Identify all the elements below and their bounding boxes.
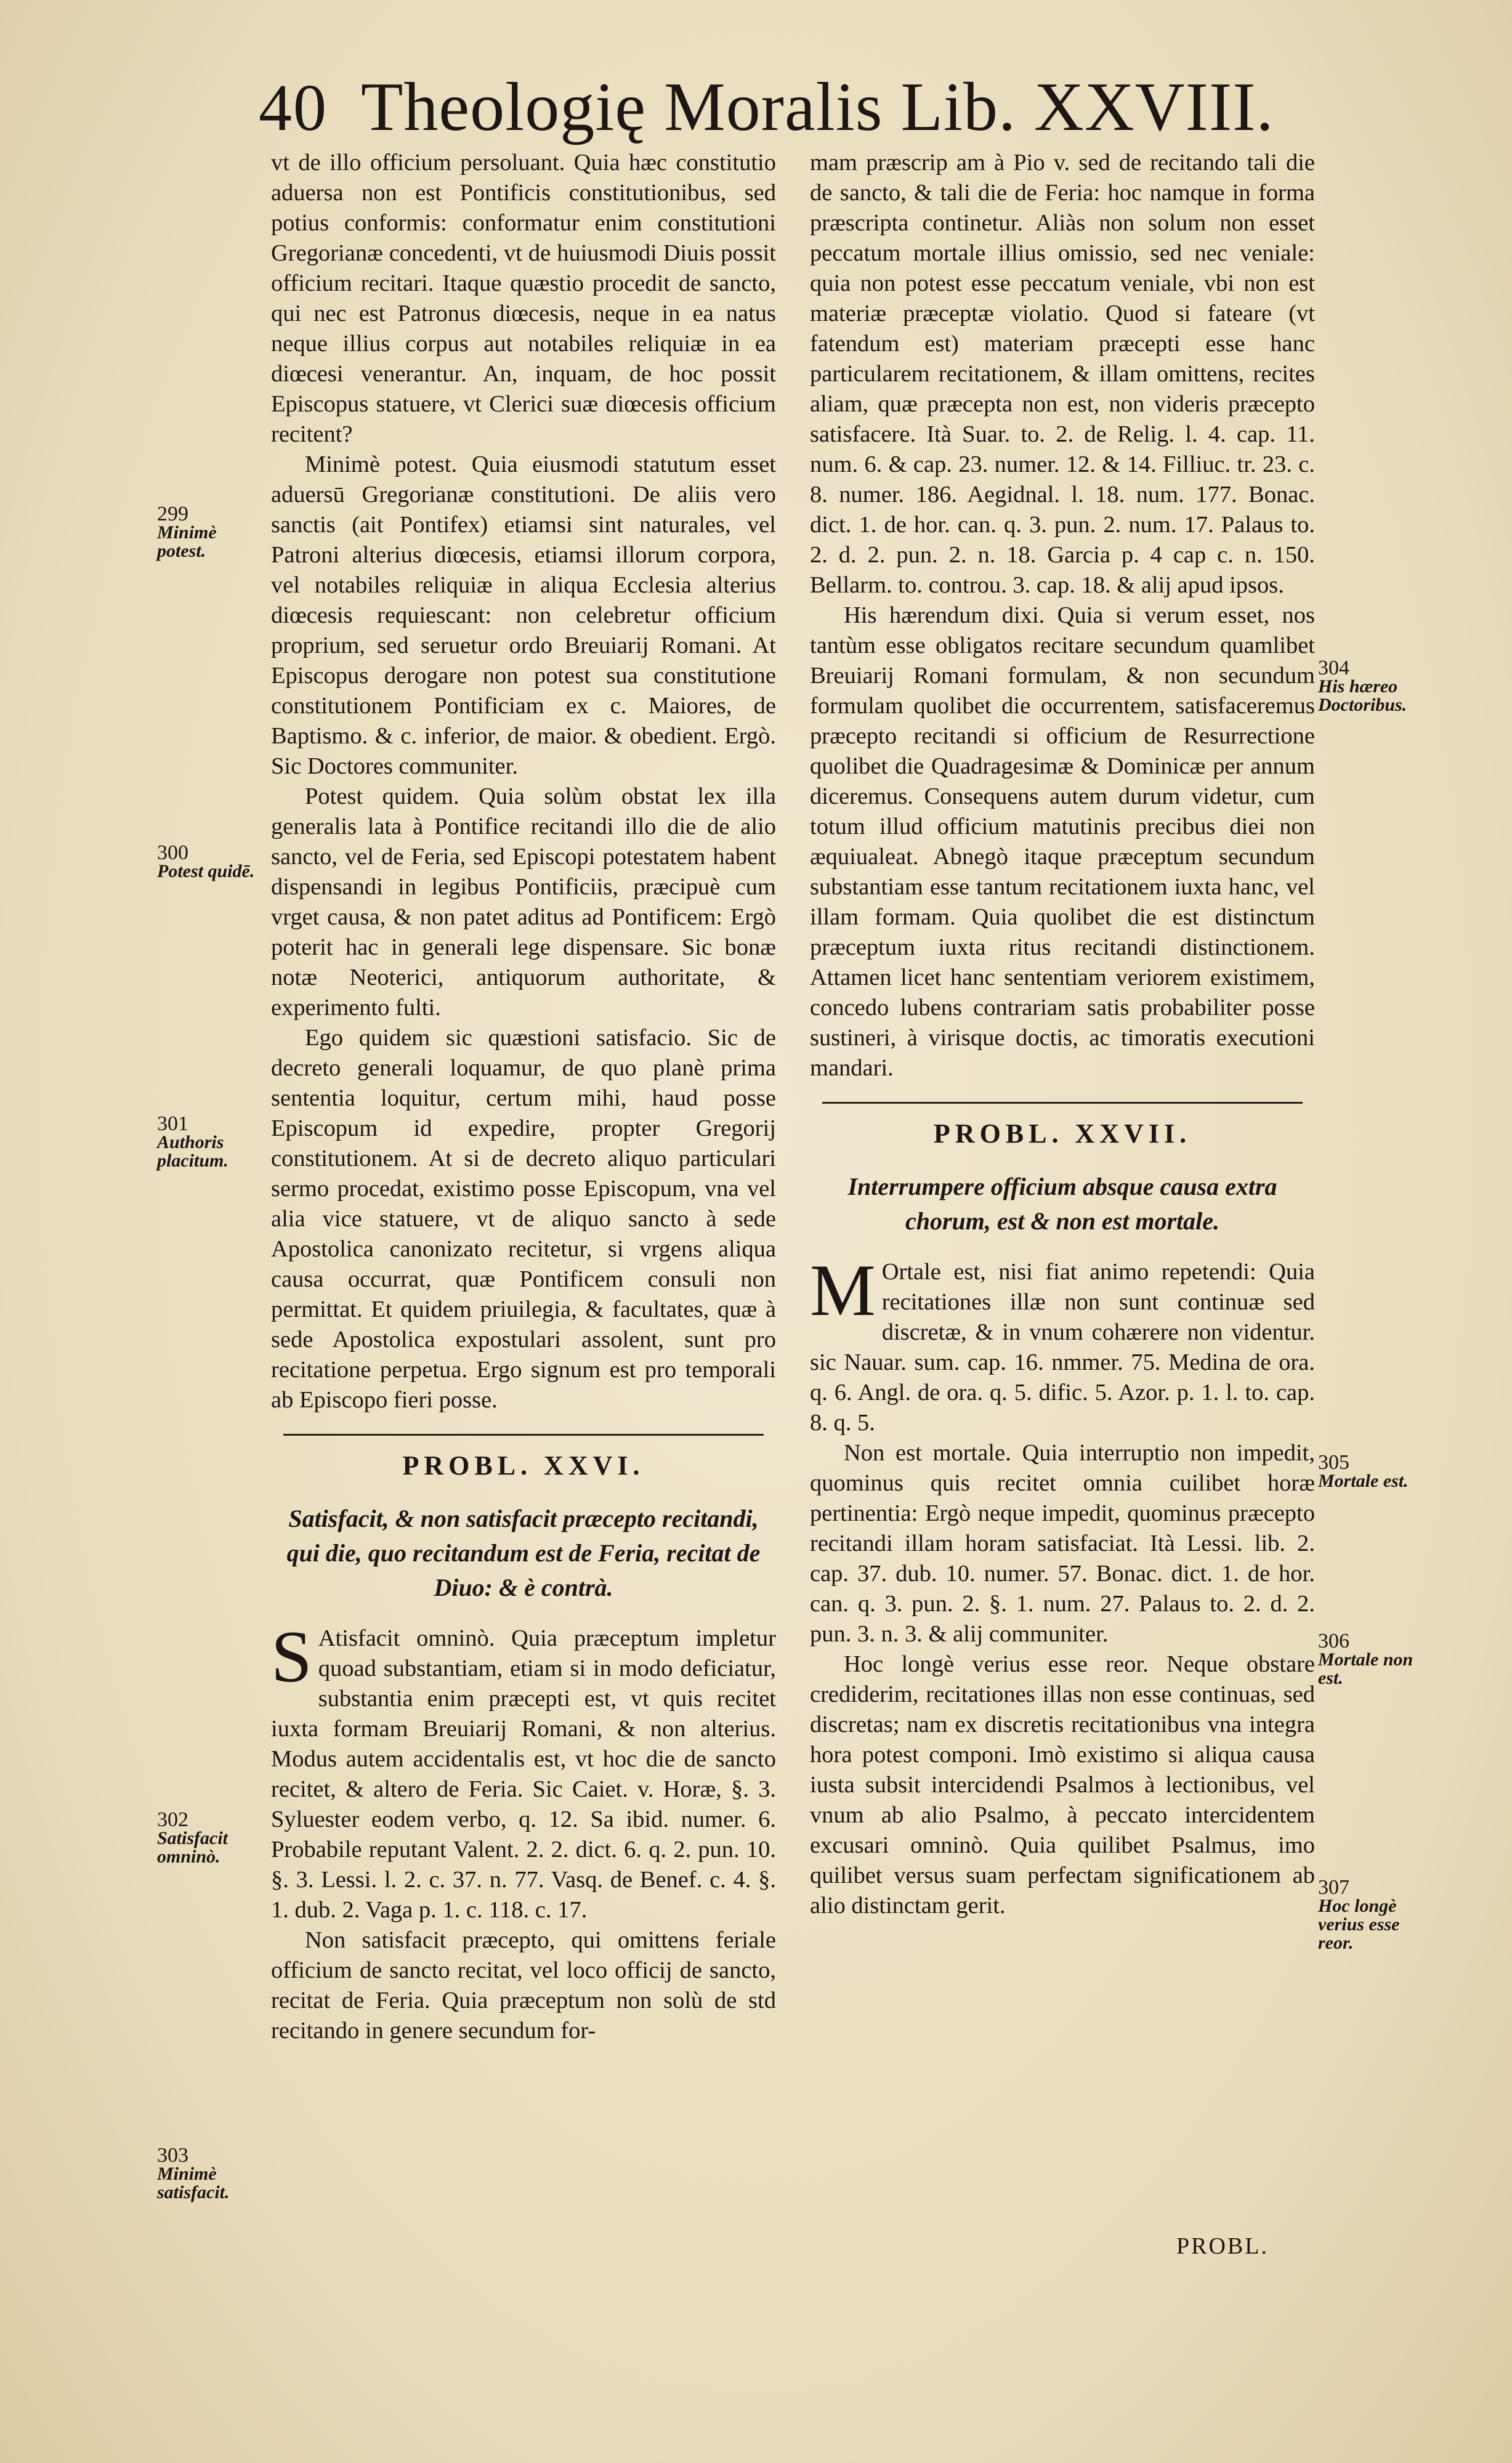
left-column <box>271 148 776 2046</box>
section-divider <box>283 1434 764 1436</box>
paragraph: His hærendum dixi. Quia si verum esset, nos tantùm esse obligatos recitare secundum quamlibet Breuiarij Romani formulam, & non secundum formulam quolibet die occurrentem, satisfaceremus præcepto recitandi si officium de Resurrectione quolibet die Quadragesimæ & Dominicæ per annum diceremus. Consequens autem durum videtur, cum totum illud officium matutinis precibus diei non æquiualeat. Abnegò itaque præceptum secundum substantiam esse tantum recitationem iuxta hanc, vel illam formam. Quia quolibet die est distinctum præceptum iuxta ritus recitandi distinctionem. Attamen licet hanc sententiam veriorem existimem, concedo lubens contrariam satis probabiliter posse sustineri, à virisque doctis, ac timoratis executioni mandari. <box>810 602 1315 1081</box>
margin-note: 304 His hæreo Doctoribus. <box>1318 657 1407 715</box>
right-column <box>810 148 1315 1921</box>
paragraph: S Atisfacit omninò. Quia præceptum impletur quoad substantiam, etiam si in modo deficiatur, substantia enim præcepti est, vt quis recitet iuxta formam Breuiarij Romani, & non alterius. Modus autem accidentalis est, vt hoc die de sancto recitet, & altero de Feria. Sic Caiet. v. Horæ, §. 3. Syluester eodem verbo, q. 12. Sa ibid. numer. 6. Probabile reputant Valent. 2. 2. dict. 6. q. 2. pun. 10. §. 3. Lessi. l. 2. c. 37. n. 77. Vasq. de Benef. c. 4. §. 1. dub. 2. Vaga p. 1. c. 118. c. 17. <box>271 1616 776 1923</box>
margin-note: 306 Mortale non est. <box>1318 1630 1413 1688</box>
paragraph: Potest quidem. Quia solùm obstat lex illa generalis lata à Pontifice recitandi illo die de alio sancto, vel de Feria, sed Episcopi potestatem habent dispensandi in legibus Pontificiis, præcipuè cum vrget causa, & non patet aditus ad Pontificem: Ergò poterit hac in generali lege dispensare. Sic bonæ notæ Neoterici, antiquorum authoritate, & experimento fulti. <box>271 783 776 1021</box>
problem-title: Interrumpere officium absque causa extra chorum, est & non est mortale. <box>847 1173 1277 1235</box>
drop-cap: S <box>271 1616 312 1697</box>
paragraph: mam præscrip am à Pio v. sed de recitando tali die de sancto, & tali die de Feria: hoc namque in forma præscripta continetur. Aliàs non solum non esset peccatum mortale illius omissio, sed nec veniale: quia non potest esse peccatum veniale, vbi non est materiæ præceptæ violatio. Quod si fateare (vt fatendum est) materiam præcepti esse hanc particularem recitationem, & illam omittens, recites aliam, quæ præcepta non est, non videris præcepto satisfacere. Ità Suar. to. 2. de Relig. l. 4. cap. 11. num. 6. & cap. 23. numer. 12. & 14. Filliuc. tr. 23. c. 8. numer. 186. Aegidnal. l. 18. num. 177. Bonac. dict. 1. de hor. can. q. 3. pun. 2. num. 17. Palaus to. 2. d. 2. pun. 2. n. 18. Garcia p. 4 cap c. n. 150. Bellarm. to. controu. 3. cap. 18. & alij apud ipsos. <box>810 150 1315 598</box>
paragraph: Ego quidem sic quæstioni satisfacio. Sic de decreto generali loquamur, de quo planè prima sententia loquitur, certum mihi, haud posse Episcopum id expedire, propter Gregorij constitutionem. At si de decreto aliquo particulari sermo procedat, existimo posse Episcopum, vna vel alia vice statuere, vt de aliquo sancto à sede Apostolica canonizato recitetur, si vrgens aliqua causa occurrat, quæ Pontificem consuli non permittat. Et quidem priuilegia, & facultates, quæ à sede Apostolica expostulari assolent, sunt pro recitatione perpetua. Ergo signum est pro temporali ab Episcopo fieri posse. <box>271 1025 776 1413</box>
problem-title: Satisfacit, & non satisfacit præcepto recitandi, qui die, quo recitandum est de Feria, recitat de Diuo: & è contrà. <box>286 1505 761 1601</box>
problem-heading: PROBL. XXVI. <box>402 1450 645 1481</box>
drop-cap: M <box>810 1249 876 1331</box>
paragraph: Non satisfacit præcepto, qui omittens feriale officium de sancto recitat, vel loco officij de sancto, recitat de Feria. Quia præceptum non solù de std recitando in genere secundum for- <box>271 1927 776 2044</box>
margin-note: 301 Authoris placitum. <box>157 1112 228 1171</box>
margin-note: 299 Minimè potest. <box>157 503 217 561</box>
running-title: Theologię Moralis Lib. XXVIII. <box>361 69 1274 145</box>
paragraph: Non est mortale. Quia interruptio non impedit, quominus quis recitet omnia cuilibet horæ pertinentia: Ergò neque impedit, quominus præcepto recitandi illam horam satisfaciat. Ità Lessi. lib. 2. cap. 37. dub. 10. numer. 57. Bonac. dict. 1. de hor. can. q. 3. pun. 2. §. 1. num. 27. Palaus to. 2. d. 2. pun. 3. n. 3. & alij communiter. <box>810 1440 1315 1647</box>
paragraph: Minimè potest. Quia eiusmodi statutum esset aduersū Gregorianæ constitutioni. De aliis vero sanctis (ait Pontifex) etiamsi sint naturales, vel Patroni alterius diœcesis, etiamsi illorum corpora, vel notabiles reliquiæ in aliqua Ecclesia alterius diœcesis requiescant: non celebretur officium proprium, sed seruetur ordo Breuiarij Romani. At Episcopus derogare non potest sua constitutione constitutionem Pontificiam ex c. Maiores, de Baptismo. & c. inferior, de maior. & obedient. Ergò. Sic Doctores communiter. <box>271 451 776 779</box>
margin-note: 302 Satisfacit omninò. <box>157 1808 228 1867</box>
paragraph: M Ortale est, nisi fiat animo repetendi: Quia recitationes illæ non sunt continuæ sed discretæ, & in vnum cohærere non videntur. sic Nauar. sum. cap. 16. nmmer. 75. Medina de ora. q. 6. Angl. de ora. q. 5. dific. 5. Azor. p. 1. l. to. cap. 8. q. 5. <box>810 1249 1315 1436</box>
margin-note: 303 Minimè satisfacit. <box>157 2144 230 2202</box>
margin-note: 305 Mortale est. <box>1318 1451 1409 1491</box>
paragraph: Hoc longè verius esse reor. Neque obstare crediderim, recitationes illas non esse continuas, sed discretas; nam ex discretis recitationibus vna integra hora potest componi. Imò existimo si aliqua causa iusta subsit intercidendi Psalmos à lectionibus, vel vnum ab alio Psalmo, à peccato intercidentem excusari omninò. Quia quilibet Psalmus, imo quilibet versus suam perfectam significationem ab alio distinctam gerit. <box>810 1651 1315 1919</box>
paragraph: vt de illo officium persoluant. Quia hæc constitutio aduersa non est Pontificis constitutionibus, sed potius conformis: conformatur enim constitutioni Gregorianæ concedenti, vt de huiusmodi Diuis possit officium recitari. Itaque quæstio procedit de sancto, qui nec est Patronus diœcesis, neque in ea natus neque illius corpus aut notabiles reliquiæ in ea diœcesi venerantur. An, inquam, de hoc possit Episcopus statuere, vt Clerici suæ diœcesis officium recitent? <box>271 150 776 447</box>
margin-note: 300 Potest quidē. <box>157 841 255 881</box>
catchword: PROBL. <box>1176 2233 1269 2259</box>
page-number: 40 <box>259 71 328 145</box>
problem-heading: PROBL. XXVII. <box>933 1118 1192 1149</box>
margin-note: 307 Hoc longè verius esse reor. <box>1318 1876 1400 1953</box>
section-divider <box>822 1102 1303 1104</box>
page-header <box>259 68 1306 160</box>
